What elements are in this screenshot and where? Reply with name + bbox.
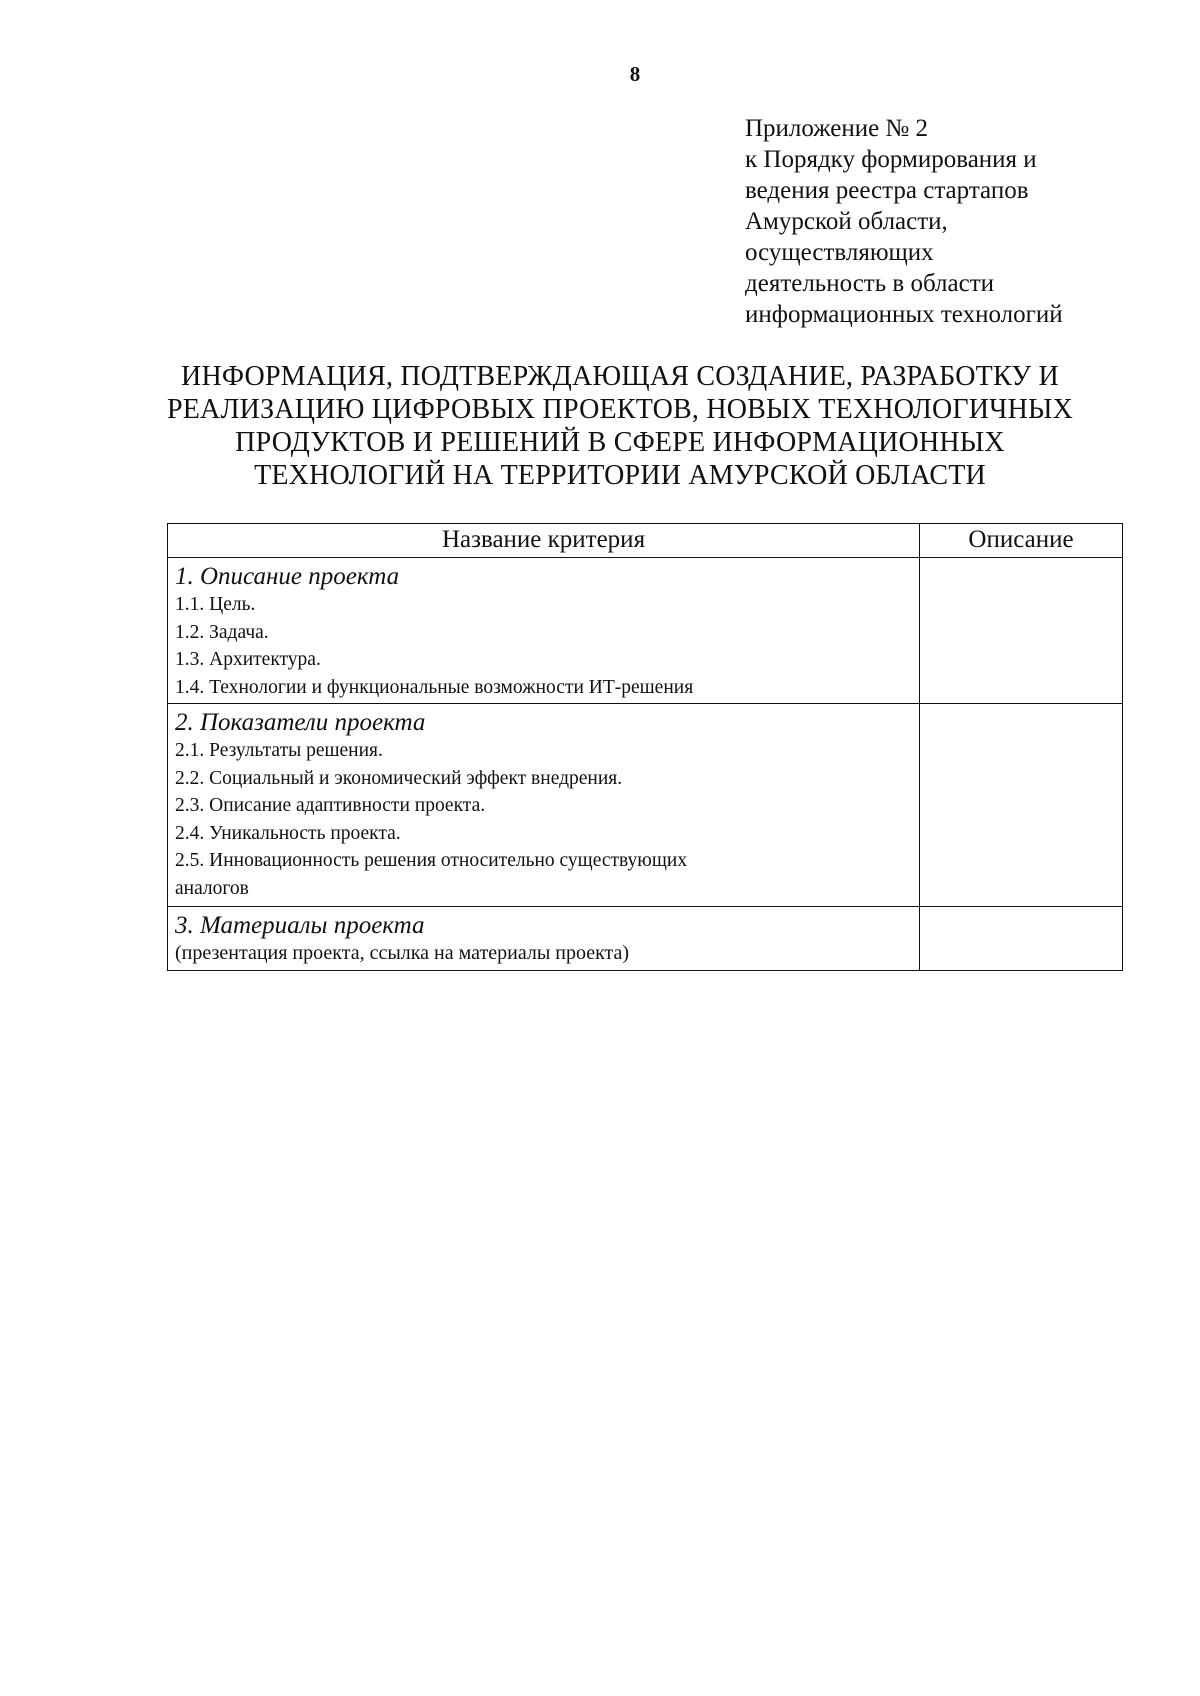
annex-line: к Порядку формирования и — [745, 146, 1037, 173]
criterion-item: 2.4. Уникальность проекта. — [175, 822, 401, 844]
description-cell — [920, 704, 1123, 907]
annex-line: информационных технологий — [745, 301, 1063, 328]
description-cell — [920, 907, 1123, 971]
header-description: Описание — [920, 524, 1123, 558]
table-row — [168, 907, 1123, 971]
criterion-item: 1.2. Задача. — [175, 621, 269, 643]
criterion-item: 2.1. Результаты решения. — [175, 740, 383, 761]
annex-line: деятельность в области — [745, 270, 995, 297]
title-line: ИНФОРМАЦИЯ, ПОДТВЕРЖДАЮЩАЯ СОЗДАНИЕ, РАЗРАБОТКУ И — [181, 361, 1059, 392]
title-line: ПРОДУКТОВ И РЕШЕНИЙ В СФЕРЕ ИНФОРМАЦИОННЫХ — [235, 427, 1005, 458]
section-heading: 1. Описание проекта — [175, 563, 400, 590]
table-row — [168, 704, 1123, 907]
criterion-cell — [168, 907, 920, 971]
annex-line: ведения реестра стартапов — [745, 177, 1029, 204]
criterion-item: 1.4. Технологии и функциональные возможности ИТ-решения — [175, 676, 694, 698]
page-number: 8 — [629, 62, 641, 86]
criterion-item: 2.3. Описание адаптивности проекта. — [175, 795, 486, 816]
criterion-item: аналогов — [175, 877, 249, 899]
annex-reference — [745, 113, 1063, 330]
table-row — [168, 558, 1123, 704]
section-heading: 3. Материалы проекта — [175, 912, 425, 939]
criterion-item: 1.1. Цель. — [175, 594, 256, 615]
description-cell — [920, 558, 1123, 704]
section-note: (презентация проекта, ссылка на материалы проекта) — [175, 942, 630, 964]
annex-line: Приложение № 2 — [745, 115, 929, 142]
title-line: ТЕХНОЛОГИЙ НА ТЕРРИТОРИИ АМУРСКОЙ ОБЛАСТИ — [254, 460, 986, 491]
annex-line: Амурской области, — [745, 208, 948, 235]
criterion-cell — [168, 558, 920, 704]
criteria-table — [167, 523, 1123, 971]
header-criterion-name: Название критерия — [168, 524, 920, 558]
criterion-item: 1.3. Архитектура. — [175, 649, 321, 670]
criterion-cell — [168, 704, 920, 907]
criterion-item: 2.2. Социальный и экономический эффект внедрения. — [175, 767, 623, 789]
criterion-item: 2.5. Инновационность решения относительно существующих — [175, 850, 688, 871]
table-header-row — [168, 524, 1123, 558]
section-heading: 2. Показатели проекта — [175, 709, 426, 736]
title-line: РЕАЛИЗАЦИЮ ЦИФРОВЫХ ПРОЕКТОВ, НОВЫХ ТЕХНОЛОГИЧНЫХ — [166, 394, 1074, 425]
annex-line: осуществляющих — [745, 239, 934, 266]
document-title — [140, 360, 1100, 492]
